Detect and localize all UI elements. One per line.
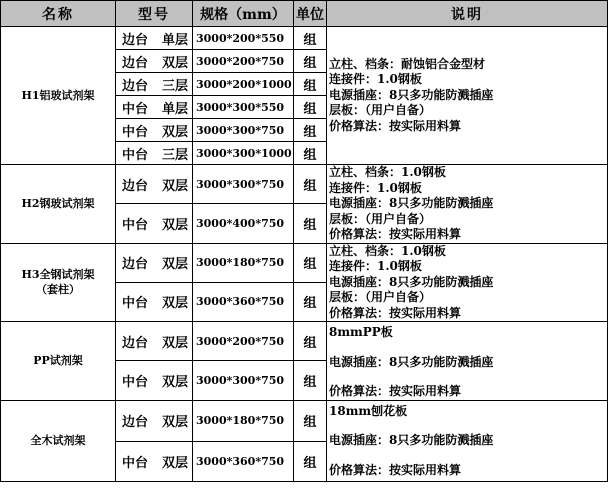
description-line: 价格算法：按实际用料算 [329, 462, 462, 477]
model-side: 边台 [122, 78, 149, 94]
description-cell [327, 165, 608, 244]
model-tier: 双层 [162, 455, 189, 471]
description-line: 价格算法：按实际用料算 [329, 305, 462, 320]
description-line: 连接件：1.0钢板 [329, 180, 422, 195]
model-tier: 双层 [162, 335, 189, 351]
product-name [1, 165, 116, 244]
description-line: 18mm刨花板 [329, 403, 408, 418]
model-cell [116, 441, 193, 481]
model-tier: 单层 [162, 101, 189, 117]
header-spec: 规格（mm） [193, 1, 294, 27]
model-side: 中台 [122, 296, 149, 312]
model-side: 边台 [122, 415, 149, 430]
description-line: 电源插座：8只多功能防溅插座 [329, 196, 494, 210]
spec-cell: 3000*300*550 [193, 96, 294, 119]
unit-cell: 组 [294, 50, 327, 73]
model-cell [116, 50, 193, 73]
description-line: 价格算法：按实际用料算 [329, 384, 462, 398]
spec-cell: 3000*300*750 [193, 361, 294, 400]
description-line: 层板：（用户自备） [329, 290, 432, 304]
model-tier: 双层 [162, 415, 189, 430]
model-side: 边台 [122, 55, 149, 71]
model-cell [116, 119, 193, 142]
header-desc: 说明 [327, 1, 608, 27]
description-line: 立柱、档条：耐蚀铝合金型材 [329, 56, 486, 71]
header-model: 型号 [116, 1, 193, 27]
product-name [1, 27, 116, 165]
header-row [1, 1, 608, 27]
model-cell [116, 165, 193, 204]
table-row [1, 27, 608, 50]
description-line [329, 341, 605, 355]
description-line [329, 449, 605, 463]
product-name-line: H2钢玻试剂架 [21, 197, 95, 211]
description-line: 层板：（用户自备） [329, 211, 432, 226]
model-side: 中台 [122, 455, 149, 471]
model-cell [116, 204, 193, 243]
spec-cell: 3000*300*750 [193, 165, 294, 204]
model-cell [116, 96, 193, 119]
model-side: 中台 [122, 124, 149, 140]
description-line: 立柱、档条：1.0钢板 [329, 243, 446, 258]
description-cell [327, 322, 608, 401]
spec-cell: 3000*200*1000 [193, 73, 294, 96]
spec-cell: 3000*200*750 [193, 322, 294, 361]
model-tier: 双层 [162, 217, 189, 233]
description-cell [327, 27, 608, 165]
description-line: 8mmPP板 [329, 325, 393, 339]
spec-cell: 3000*360*750 [193, 441, 294, 481]
model-cell [116, 400, 193, 441]
model-cell [116, 243, 193, 282]
spec-cell: 3000*360*750 [193, 282, 294, 321]
model-cell [116, 361, 193, 400]
model-tier: 单层 [162, 32, 189, 48]
description-line: 连接件：1.0钢板 [329, 259, 422, 273]
model-side: 边台 [122, 335, 149, 351]
model-tier: 双层 [162, 296, 189, 312]
unit-cell: 组 [294, 96, 327, 119]
model-tier: 三层 [162, 147, 189, 163]
product-name-line: （套柱） [36, 283, 80, 297]
product-name [1, 243, 116, 322]
spec-cell: 3000*300*750 [193, 119, 294, 142]
model-side: 中台 [122, 147, 149, 163]
unit-cell: 组 [294, 441, 327, 481]
model-tier: 三层 [162, 78, 189, 94]
description-line: 层板：（用户自备） [329, 103, 432, 118]
unit-cell: 组 [294, 400, 327, 441]
unit-cell: 组 [294, 243, 327, 282]
description-line: 连接件：1.0钢板 [329, 72, 422, 87]
model-tier: 双层 [162, 55, 189, 71]
model-tier: 双层 [162, 257, 189, 273]
description-line: 价格算法：按实际用料算 [329, 227, 462, 241]
model-tier: 双层 [162, 124, 189, 140]
model-side: 边台 [122, 257, 149, 273]
model-cell [116, 142, 193, 165]
model-cell [116, 27, 193, 50]
product-name [1, 400, 116, 481]
unit-cell: 组 [294, 204, 327, 243]
description-line: 电源插座：8只多功能防溅插座 [329, 433, 494, 447]
model-side: 中台 [122, 217, 149, 233]
description-line: 电源插座：8只多功能防溅插座 [329, 87, 494, 102]
spec-cell: 3000*180*750 [193, 243, 294, 282]
description-line: 电源插座：8只多功能防溅插座 [329, 274, 494, 289]
model-tier: 双层 [162, 178, 189, 194]
product-name-line: PP试剂架 [33, 354, 83, 368]
unit-cell: 组 [294, 27, 327, 50]
spec-cell: 3000*300*1000 [193, 142, 294, 165]
model-side: 中台 [122, 374, 149, 390]
description-line: 电源插座：8只多功能防溅插座 [329, 354, 494, 369]
description-line: 立柱、档条：1.0钢板 [329, 165, 446, 179]
model-cell [116, 322, 193, 361]
header-unit: 单位 [294, 1, 327, 27]
unit-cell: 组 [294, 142, 327, 165]
product-name-line: H1铝玻试剂架 [21, 89, 95, 102]
model-cell [116, 73, 193, 96]
model-side: 边台 [122, 32, 149, 48]
description-cell [327, 400, 608, 481]
table-row [1, 400, 608, 441]
table-row [1, 322, 608, 361]
model-cell [116, 282, 193, 321]
unit-cell: 组 [294, 119, 327, 142]
model-side: 边台 [122, 178, 149, 194]
unit-cell: 组 [294, 165, 327, 204]
unit-cell: 组 [294, 73, 327, 96]
spec-cell: 3000*200*750 [193, 50, 294, 73]
header-name: 名称 [1, 1, 116, 27]
description-cell [327, 243, 608, 322]
table-row [1, 243, 608, 282]
spec-cell: 3000*180*750 [193, 400, 294, 441]
description-line [329, 370, 605, 384]
product-name-line: 全木试剂架 [30, 434, 86, 447]
model-tier: 双层 [162, 374, 189, 390]
description-line: 价格算法：按实际用料算 [329, 118, 462, 133]
product-name-line: H3全钢试剂架 [21, 268, 95, 282]
unit-cell: 组 [294, 282, 327, 321]
product-name [1, 322, 116, 401]
unit-cell: 组 [294, 322, 327, 361]
description-line [329, 419, 605, 433]
spec-cell: 3000*200*550 [193, 27, 294, 50]
table-row [1, 165, 608, 204]
unit-cell: 组 [294, 361, 327, 400]
model-side: 中台 [122, 101, 149, 117]
spec-cell: 3000*400*750 [193, 204, 294, 243]
